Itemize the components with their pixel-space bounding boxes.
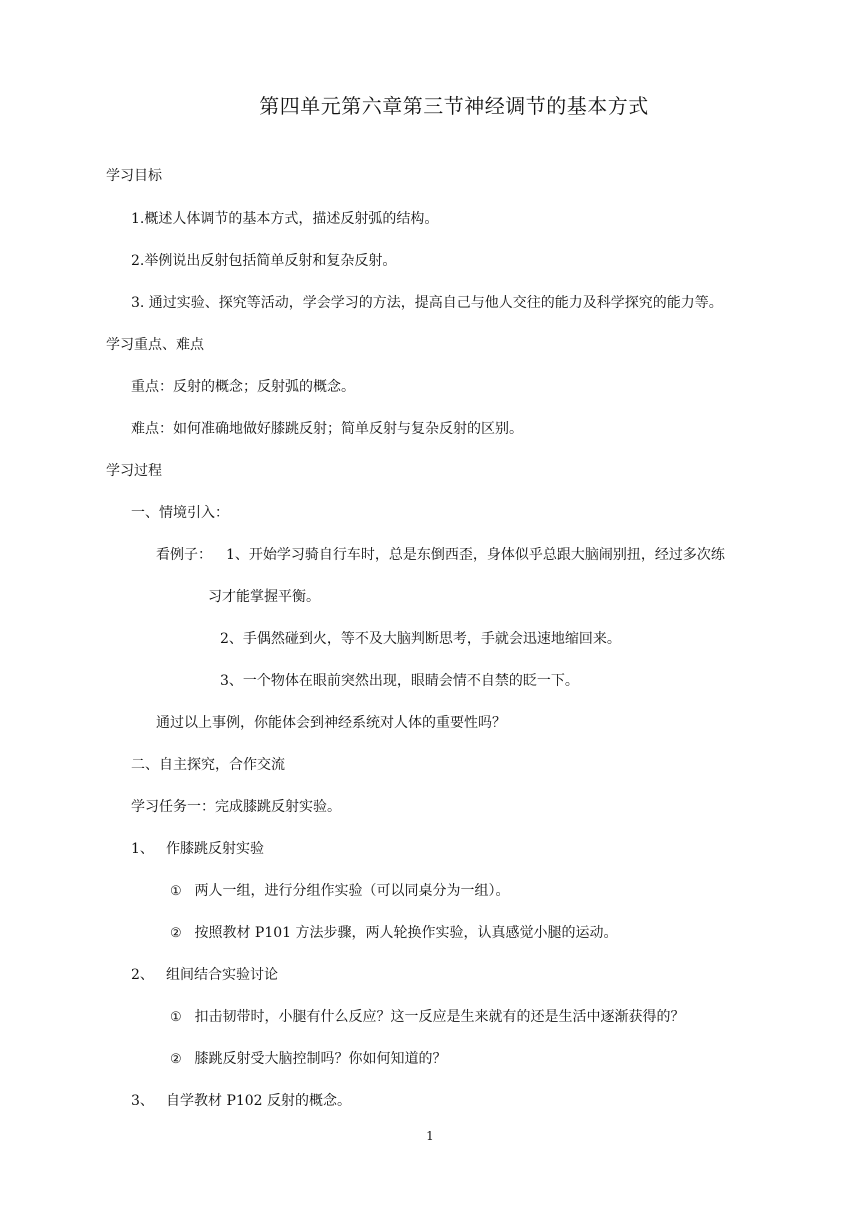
goals-heading: 学习目标 bbox=[106, 168, 162, 184]
step-1-text: 作膝跳反射实验 bbox=[166, 841, 264, 857]
part1-heading: 一、情境引入： bbox=[131, 505, 229, 521]
step-3-number: 3、 bbox=[131, 1093, 154, 1109]
sub-text: 膝跳反射受大脑控制吗？你如何知道的？ bbox=[194, 1051, 447, 1067]
example-1-line-1: 1、开始学习骑自行车时，总是东倒西歪，身体似乎总跟大脑闹别扭，经过多次练 bbox=[226, 547, 725, 563]
goal-item-2: 2.举例说出反射包括简单反射和复杂反射。 bbox=[131, 253, 397, 269]
intro-question: 通过以上事例，你能体会到神经系统对人体的重要性吗？ bbox=[156, 715, 506, 731]
process-heading: 学习过程 bbox=[106, 463, 162, 479]
example-1-line-2: 习才能掌握平衡。 bbox=[208, 589, 320, 605]
part2-heading: 二、自主探究，合作交流 bbox=[131, 757, 285, 773]
difficulty-text: 难点：如何准确地做好膝跳反射；简单反射与复杂反射的区别。 bbox=[131, 421, 523, 437]
sub-text: 两人一组，进行分组作实验（可以同桌分为一组）。 bbox=[194, 883, 510, 899]
sub-text: 扣击韧带时，小腿有什么反应？这一反应是生来就有的还是生活中逐渐获得的？ bbox=[194, 1009, 685, 1025]
sub-text: 按照教材 P101 方法步骤，两人轮换作实验，认真感觉小腿的运动。 bbox=[194, 925, 618, 941]
key-points-heading: 学习重点、难点 bbox=[106, 337, 204, 353]
sub-marker: ② bbox=[170, 1052, 182, 1067]
example-3: 3、一个物体在眼前突然出现，眼睛会情不自禁的眨一下。 bbox=[220, 673, 579, 689]
document-title: 第四单元第六章第三节神经调节的基本方式 bbox=[259, 94, 649, 118]
step-2-sub-2 bbox=[170, 1049, 446, 1070]
step-2-text: 组间结合实验讨论 bbox=[166, 967, 278, 983]
step-2-sub-1 bbox=[170, 1007, 684, 1028]
goal-item-1: 1.概述人体调节的基本方式，描述反射弧的结构。 bbox=[131, 211, 439, 227]
page-number: 1 bbox=[426, 1129, 434, 1143]
task-1: 学习任务一：完成膝跳反射实验。 bbox=[131, 799, 341, 815]
focus-text: 重点：反射的概念；反射弧的概念。 bbox=[131, 379, 355, 395]
step-1-number: 1、 bbox=[131, 841, 154, 857]
sub-marker: ① bbox=[170, 884, 182, 899]
step-1-sub-2 bbox=[170, 923, 618, 944]
goal-item-3: 3. 通过实验、探究等活动，学会学习的方法，提高自己与他人交往的能力及科学探究的能力等。 bbox=[131, 295, 723, 311]
example-label: 看例子： bbox=[156, 547, 212, 563]
step-2-number: 2、 bbox=[131, 967, 154, 983]
sub-marker: ① bbox=[170, 1010, 182, 1025]
example-2: 2、手偶然碰到火，等不及大脑判断思考，手就会迅速地缩回来。 bbox=[220, 631, 621, 647]
sub-marker: ② bbox=[170, 926, 182, 941]
step-3-text: 自学教材 P102 反射的概念。 bbox=[166, 1093, 352, 1109]
step-1-sub-1 bbox=[170, 881, 509, 902]
